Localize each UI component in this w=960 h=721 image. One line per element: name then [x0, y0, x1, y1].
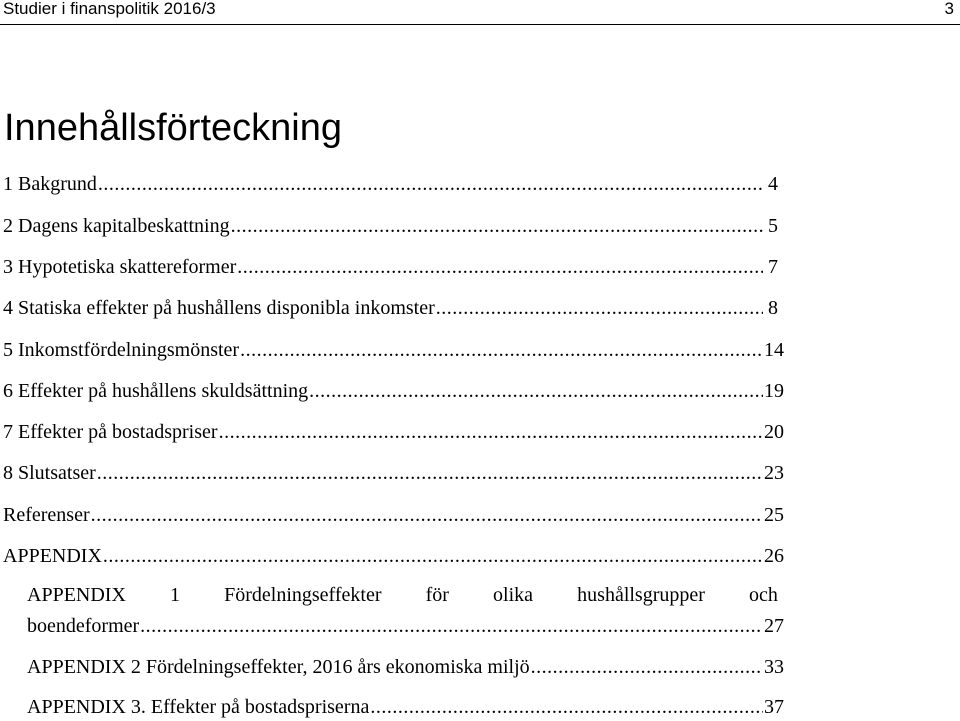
toc-entry-label: APPENDIX 2 Fördelningseffekter, 2016 års ekonomiska miljö [27, 656, 530, 678]
dot-leader [98, 172, 763, 196]
toc-entry-label: 7 Effekter på bostadspriser [3, 421, 218, 443]
toc-entry-statiska-effekter[interactable] [3, 296, 778, 320]
toc-entry-label: 5 Inkomstfördelningsmönster [3, 339, 240, 361]
dot-leader [309, 379, 763, 403]
dot-leader [103, 544, 763, 568]
toc-entry-appendix[interactable] [3, 544, 784, 568]
toc-entry-appendix-3[interactable] [27, 695, 784, 719]
toc-entry-label: 1 Bakgrund [3, 173, 97, 195]
toc-word: APPENDIX [27, 584, 126, 606]
toc-entry-page: 19 [764, 380, 784, 402]
toc-entry-appendix-1-line2[interactable] [27, 614, 784, 638]
toc-entry-label: boendeformer [27, 615, 140, 637]
toc-entry-page: 7 [768, 256, 778, 278]
toc-entry-appendix-2[interactable] [27, 655, 784, 679]
header-divider [0, 24, 960, 25]
toc-entry-referenser[interactable] [3, 503, 784, 527]
toc-entry-page: 14 [764, 339, 784, 361]
toc-entry-page: 26 [764, 545, 784, 567]
toc-entry-skattereformer[interactable] [3, 255, 778, 279]
toc-entry-bostadspriser[interactable] [3, 420, 784, 444]
toc-word: hushållsgrupper [577, 584, 705, 606]
toc-word: Fördelningseffekter [224, 584, 382, 606]
dot-leader [436, 296, 763, 320]
dot-leader [237, 255, 763, 279]
toc-title: Innehållsförteckning [4, 107, 342, 149]
toc-entry-skuldsattning[interactable] [3, 379, 784, 403]
toc-word: olika [493, 584, 534, 606]
toc-entry-label: 6 Effekter på hushållens skuldsättning [3, 380, 309, 402]
toc-entry-page: 27 [764, 615, 784, 637]
toc-entry-page: 20 [764, 421, 784, 443]
dot-leader [219, 420, 763, 444]
toc-entry-bakgrund[interactable] [3, 172, 778, 196]
toc-entry-label: 4 Statiska effekter på hushållens disponibla inkomster [3, 297, 435, 319]
toc-entry-inkomstfordelning[interactable] [3, 338, 784, 362]
toc-entry-page: 8 [768, 297, 778, 319]
toc-entry-page: 33 [764, 656, 784, 678]
toc-entry-page: 23 [764, 462, 784, 484]
dot-leader [231, 214, 763, 238]
toc-entry-slutsatser[interactable] [3, 461, 784, 485]
header-publication-title: Studier i finanspolitik 2016/3 [3, 0, 216, 18]
toc-entry-kapitalbeskattning[interactable] [3, 214, 778, 238]
toc-entry-label: APPENDIX 3. Effekter på bostadspriserna [27, 696, 370, 718]
dot-leader [140, 614, 763, 638]
toc-word: för [425, 584, 449, 606]
toc-entry-page: 4 [768, 173, 778, 195]
dot-leader [91, 503, 763, 527]
toc-entry-page: 37 [764, 696, 784, 718]
toc-entry-page: 5 [768, 215, 778, 237]
running-header [0, 0, 960, 20]
toc-entry-label: 2 Dagens kapitalbeskattning [3, 215, 230, 237]
dot-leader [240, 338, 763, 362]
dot-leader [531, 655, 763, 679]
toc-entry-label: Referenser [3, 504, 90, 526]
toc-entry-label: 8 Slutsatser [3, 462, 96, 484]
toc-entry-label: 3 Hypotetiska skattereformer [3, 256, 237, 278]
dot-leader [370, 695, 763, 719]
toc-entry-page: 25 [764, 504, 784, 526]
toc-word: och [749, 584, 778, 606]
toc-entry-label: APPENDIX [3, 545, 102, 567]
toc-word: 1 [170, 584, 181, 606]
toc-entry-appendix-1-line1[interactable] [27, 583, 778, 607]
dot-leader [97, 461, 763, 485]
header-page-number: 3 [944, 0, 954, 18]
